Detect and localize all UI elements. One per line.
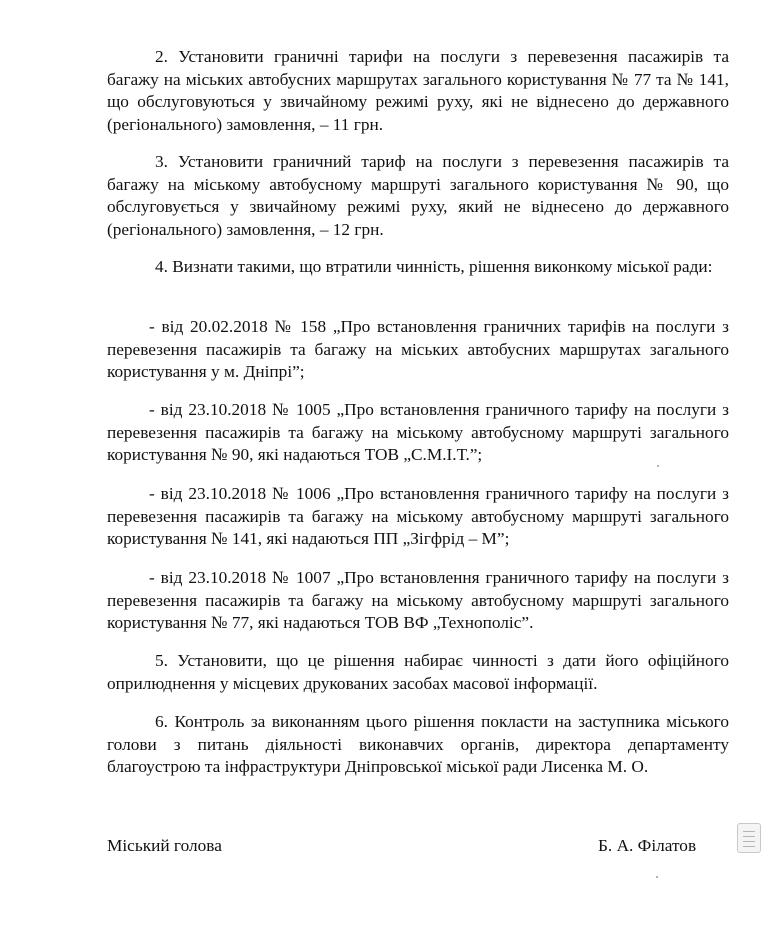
paragraph-6: 6. Контроль за виконанням цього рішення покласти на заступника міського голови з питань діяльності виконавчих органів, директора департаменту благоустрою та інфраструктури Дніпровської міської ради Лисенка М. О. xyxy=(107,712,729,777)
list-item-repeal-1006: - від 23.10.2018 № 1006 „Про встановлення граничного тарифу на послуги з перевезення пасажирів та багажу на міському автобусному маршруті загального користування № 141, які надаються ПП „Зігфрід – М”; xyxy=(107,484,729,549)
paragraph-4: 4. Визнати такими, що втратили чинність, рішення виконкому міської ради: xyxy=(155,257,713,276)
scan-speck xyxy=(656,876,658,878)
list-item-repeal-1005: - від 23.10.2018 № 1005 „Про встановлення граничного тарифу на послуги з перевезення пасажирів та багажу на міському автобусному маршруті загального користування № 90, які надаються ТОВ „С.М.І.Т.”; xyxy=(107,400,729,465)
list-item-repeal-1007: - від 23.10.2018 № 1007 „Про встановлення граничного тарифу на послуги з перевезення пасажирів та багажу на міському автобусному маршруті загального користування № 77, які надаються ТОВ ВФ „Технополіс”. xyxy=(107,568,729,633)
paragraph-5: 5. Установити, що це рішення набирає чинності з дати його офіційного оприлюднення у місцевих друкованих засобах масової інформації. xyxy=(107,651,729,693)
list-item-repeal-158: - від 20.02.2018 № 158 „Про встановлення граничних тарифів на послуги з перевезення пасажирів та багажу на міських автобусних маршрутах загального користування у м. Дніпрі”; xyxy=(107,317,729,382)
scan-speck xyxy=(657,465,659,467)
paragraph-3: 3. Установити граничний тариф на послуги з перевезення пасажирів та багажу на міському автобусному маршруті загального користування № 90, що обслуговується у звичайному режимі руху, який не віднесено до державного (регіонального) замовлення, – 12 грн. xyxy=(107,152,729,239)
document-icon[interactable] xyxy=(737,823,761,853)
signature-position: Міський голова xyxy=(107,836,222,855)
paragraph-2: 2. Установити граничні тарифи на послуги з перевезення пасажирів та багажу на міських автобусних маршрутах загального користування № 77 та № 141, що обслуговуються у звичайному режимі руху, які не віднесено до державного (регіонального) замовлення, – 11 грн. xyxy=(107,47,729,134)
signature-name: Б. А. Філатов xyxy=(598,836,697,855)
